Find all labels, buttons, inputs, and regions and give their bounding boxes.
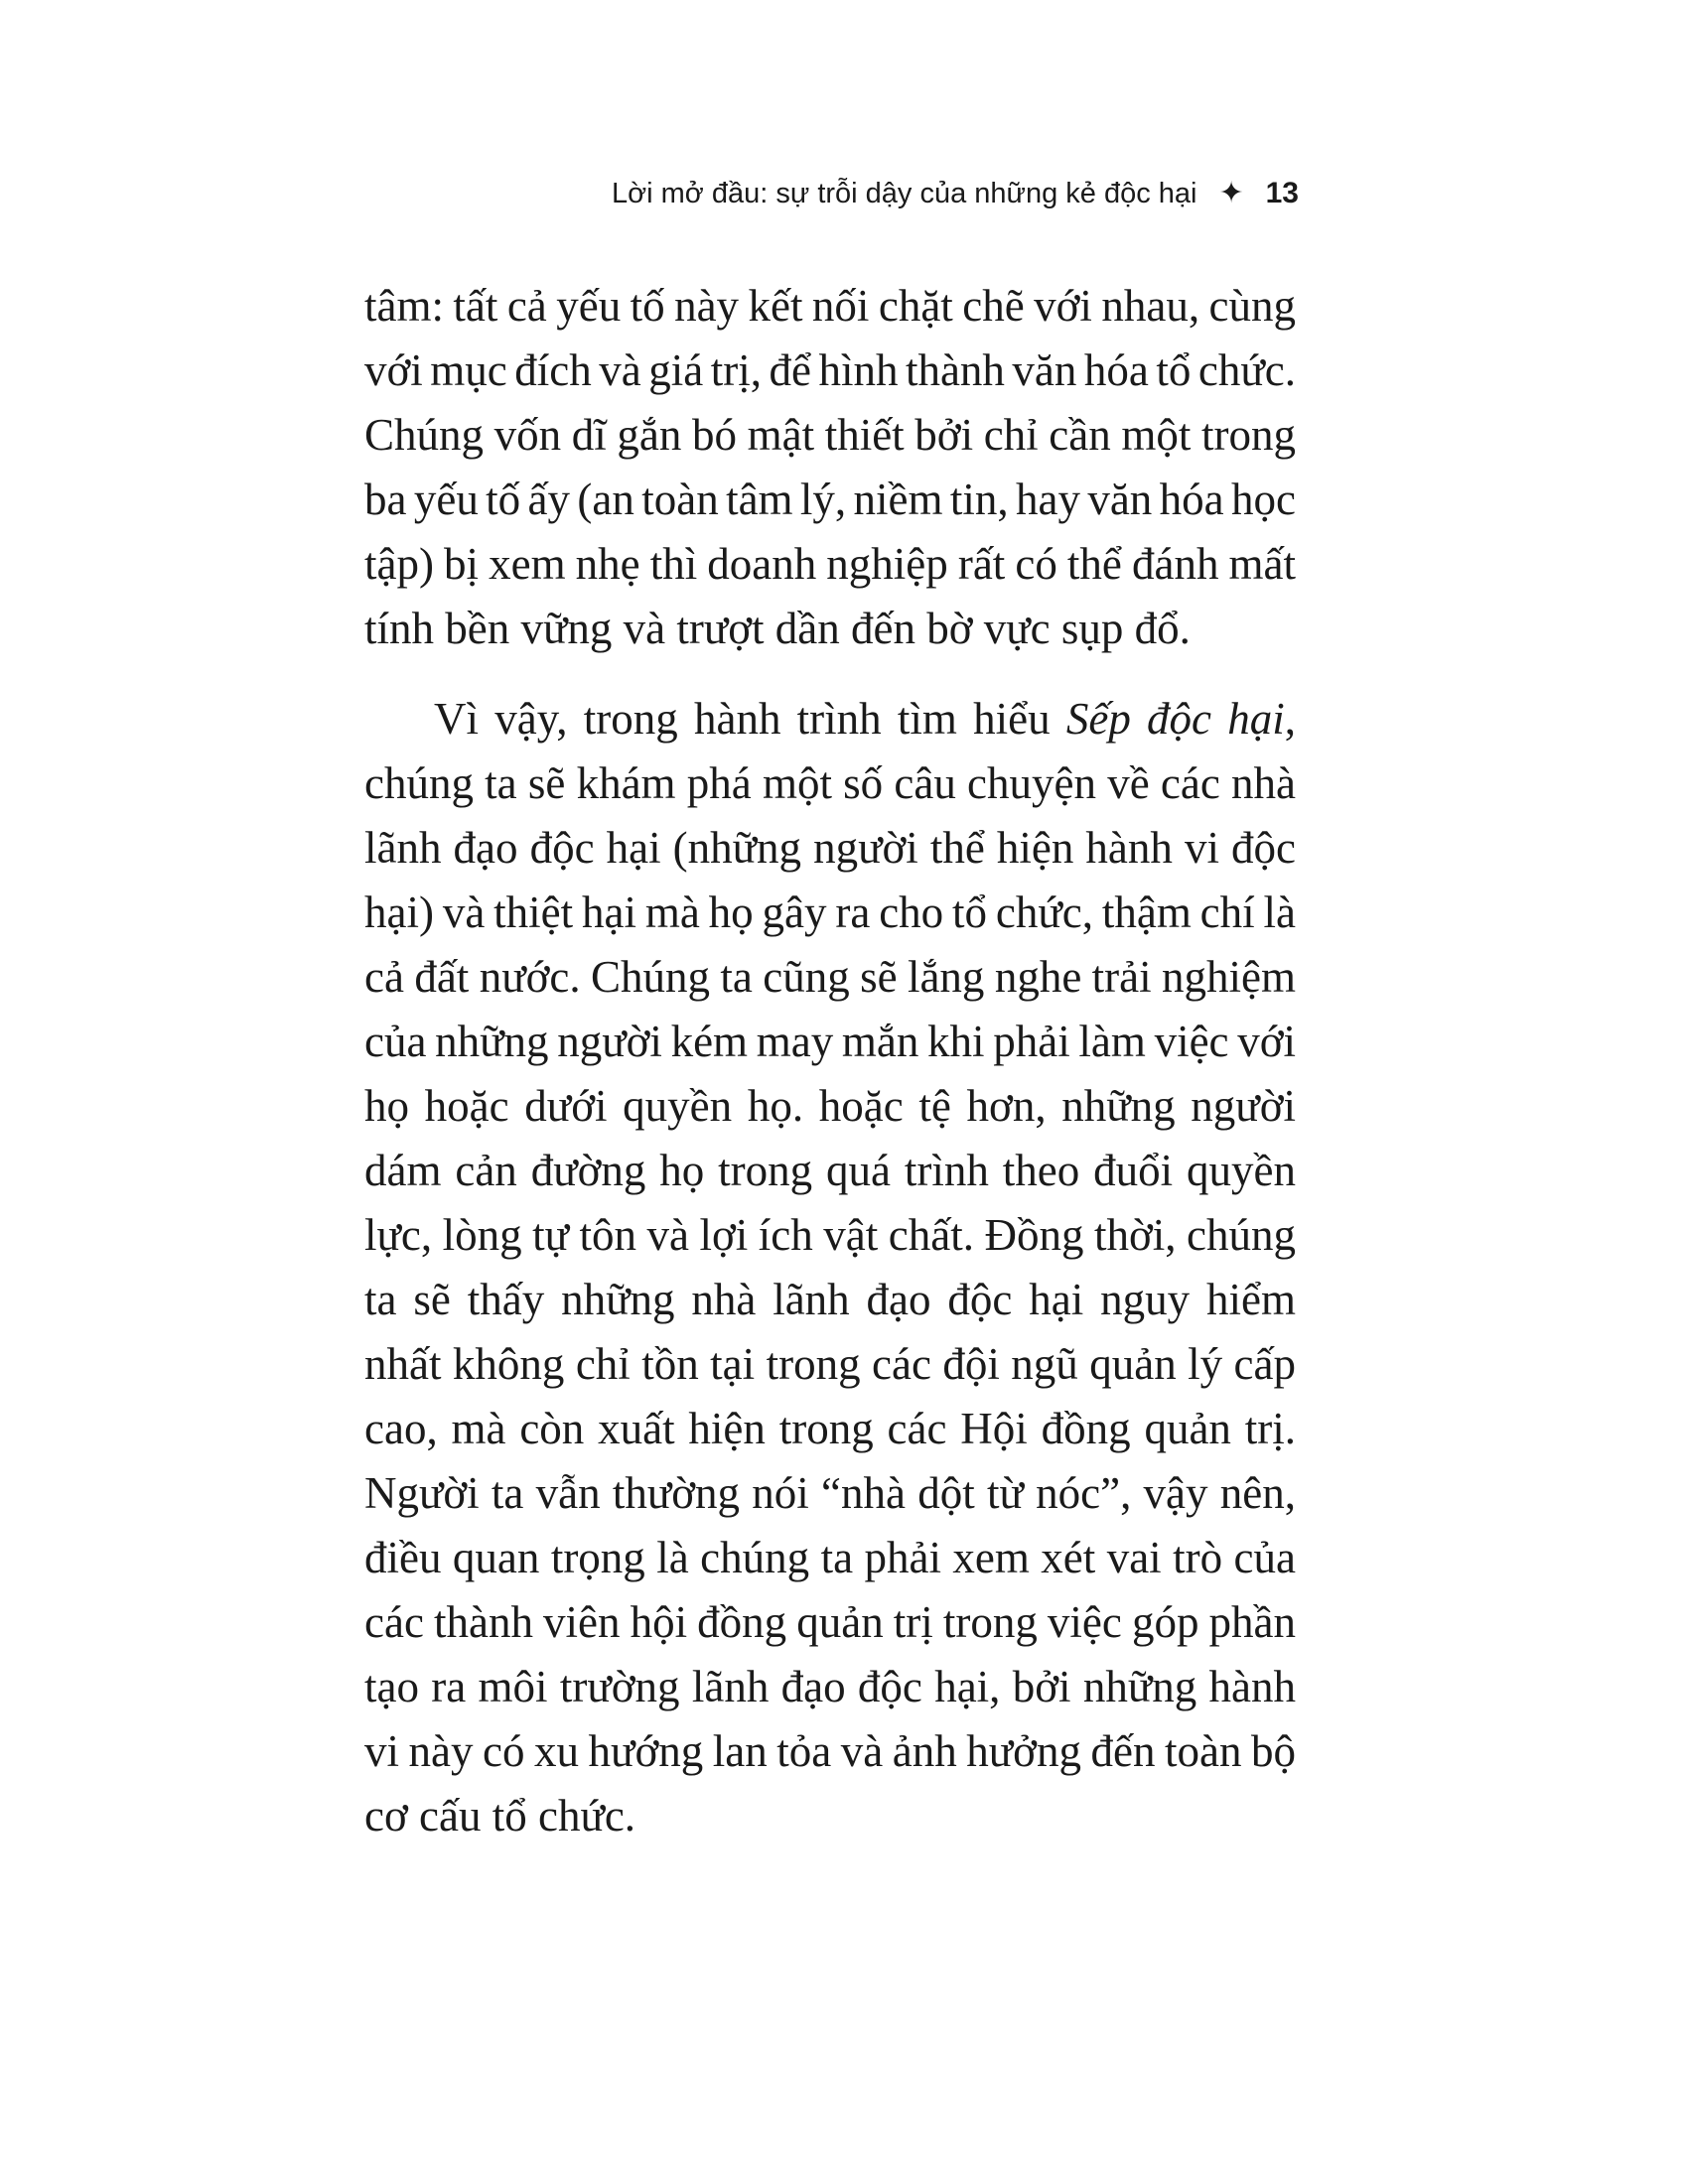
text-line: tạo ra môi trường lãnh đạo độc hại, bởi những hành — [364, 1662, 1296, 1711]
text-line: cơ cấu tổ chức. — [364, 1791, 636, 1841]
text-line: họ hoặc dưới quyền họ. hoặc tệ hơn, những người — [364, 1081, 1296, 1131]
text-segment: , — [1284, 694, 1297, 744]
text-line: với mục đích và giá trị, để hình thành văn hóa tổ chức. — [364, 345, 1296, 395]
running-title: Lời mở đầu: sự trỗi dậy của những kẻ độc hại — [611, 177, 1197, 209]
text-line: nhất không chỉ tồn tại trong các đội ngũ quản lý cấp — [364, 1339, 1296, 1389]
text-line: cả đất nước. Chúng ta cũng sẽ lắng nghe trải nghiệm — [364, 952, 1296, 1002]
text-line: hại) và thiệt hại mà họ gây ra cho tổ chức, thậm chí là — [364, 887, 1296, 937]
text-line: ta sẽ thấy những nhà lãnh đạo độc hại nguy hiểm — [364, 1275, 1296, 1324]
text-line: lãnh đạo độc hại (những người thể hiện hành vi độc — [364, 823, 1296, 873]
text-line: Chúng vốn dĩ gắn bó mật thiết bởi chỉ cần một trong — [364, 410, 1296, 460]
running-header — [612, 177, 1299, 210]
text-line: cao, mà còn xuất hiện trong các Hội đồng quản trị. — [364, 1404, 1296, 1453]
four-point-star-icon: ✦ — [1218, 176, 1244, 210]
text-line: dám cản đường họ trong quá trình theo đuổi quyền — [364, 1146, 1296, 1195]
text-line: của những người kém may mắn khi phải làm việc với — [364, 1017, 1296, 1066]
text-line: Người ta vẫn thường nói “nhà dột từ nóc”, vậy nên, — [364, 1468, 1296, 1518]
text-line-first — [364, 687, 1296, 751]
text-segment: Vì vậy, trong hành trình tìm hiểu — [434, 694, 1066, 744]
text-line: vi này có xu hướng lan tỏa và ảnh hưởng đến toàn bộ — [364, 1726, 1296, 1776]
text-line: chúng ta sẽ khám phá một số câu chuyện về các nhà — [364, 758, 1296, 808]
text-line: tâm: tất cả yếu tố này kết nối chặt chẽ với nhau, cùng — [364, 281, 1296, 331]
book-title-italic: Sếp độc hại — [1065, 694, 1285, 744]
text-line: lực, lòng tự tôn và lợi ích vật chất. Đồng thời, chúng — [364, 1210, 1296, 1260]
text-line: ba yếu tố ấy (an toàn tâm lý, niềm tin, hay văn hóa học — [364, 475, 1296, 524]
body-text — [364, 274, 1296, 1848]
paragraph-2 — [364, 687, 1296, 1848]
text-line: các thành viên hội đồng quản trị trong việc góp phần — [364, 1597, 1296, 1647]
text-line: điều quan trọng là chúng ta phải xem xét vai trò của — [364, 1533, 1296, 1582]
text-line: tính bền vững và trượt dần đến bờ vực sụp đổ. — [364, 604, 1191, 653]
page-number: 13 — [1265, 177, 1299, 209]
text-line: tập) bị xem nhẹ thì doanh nghiệp rất có thể đánh mất — [364, 539, 1296, 589]
paragraph-1 — [364, 274, 1296, 661]
